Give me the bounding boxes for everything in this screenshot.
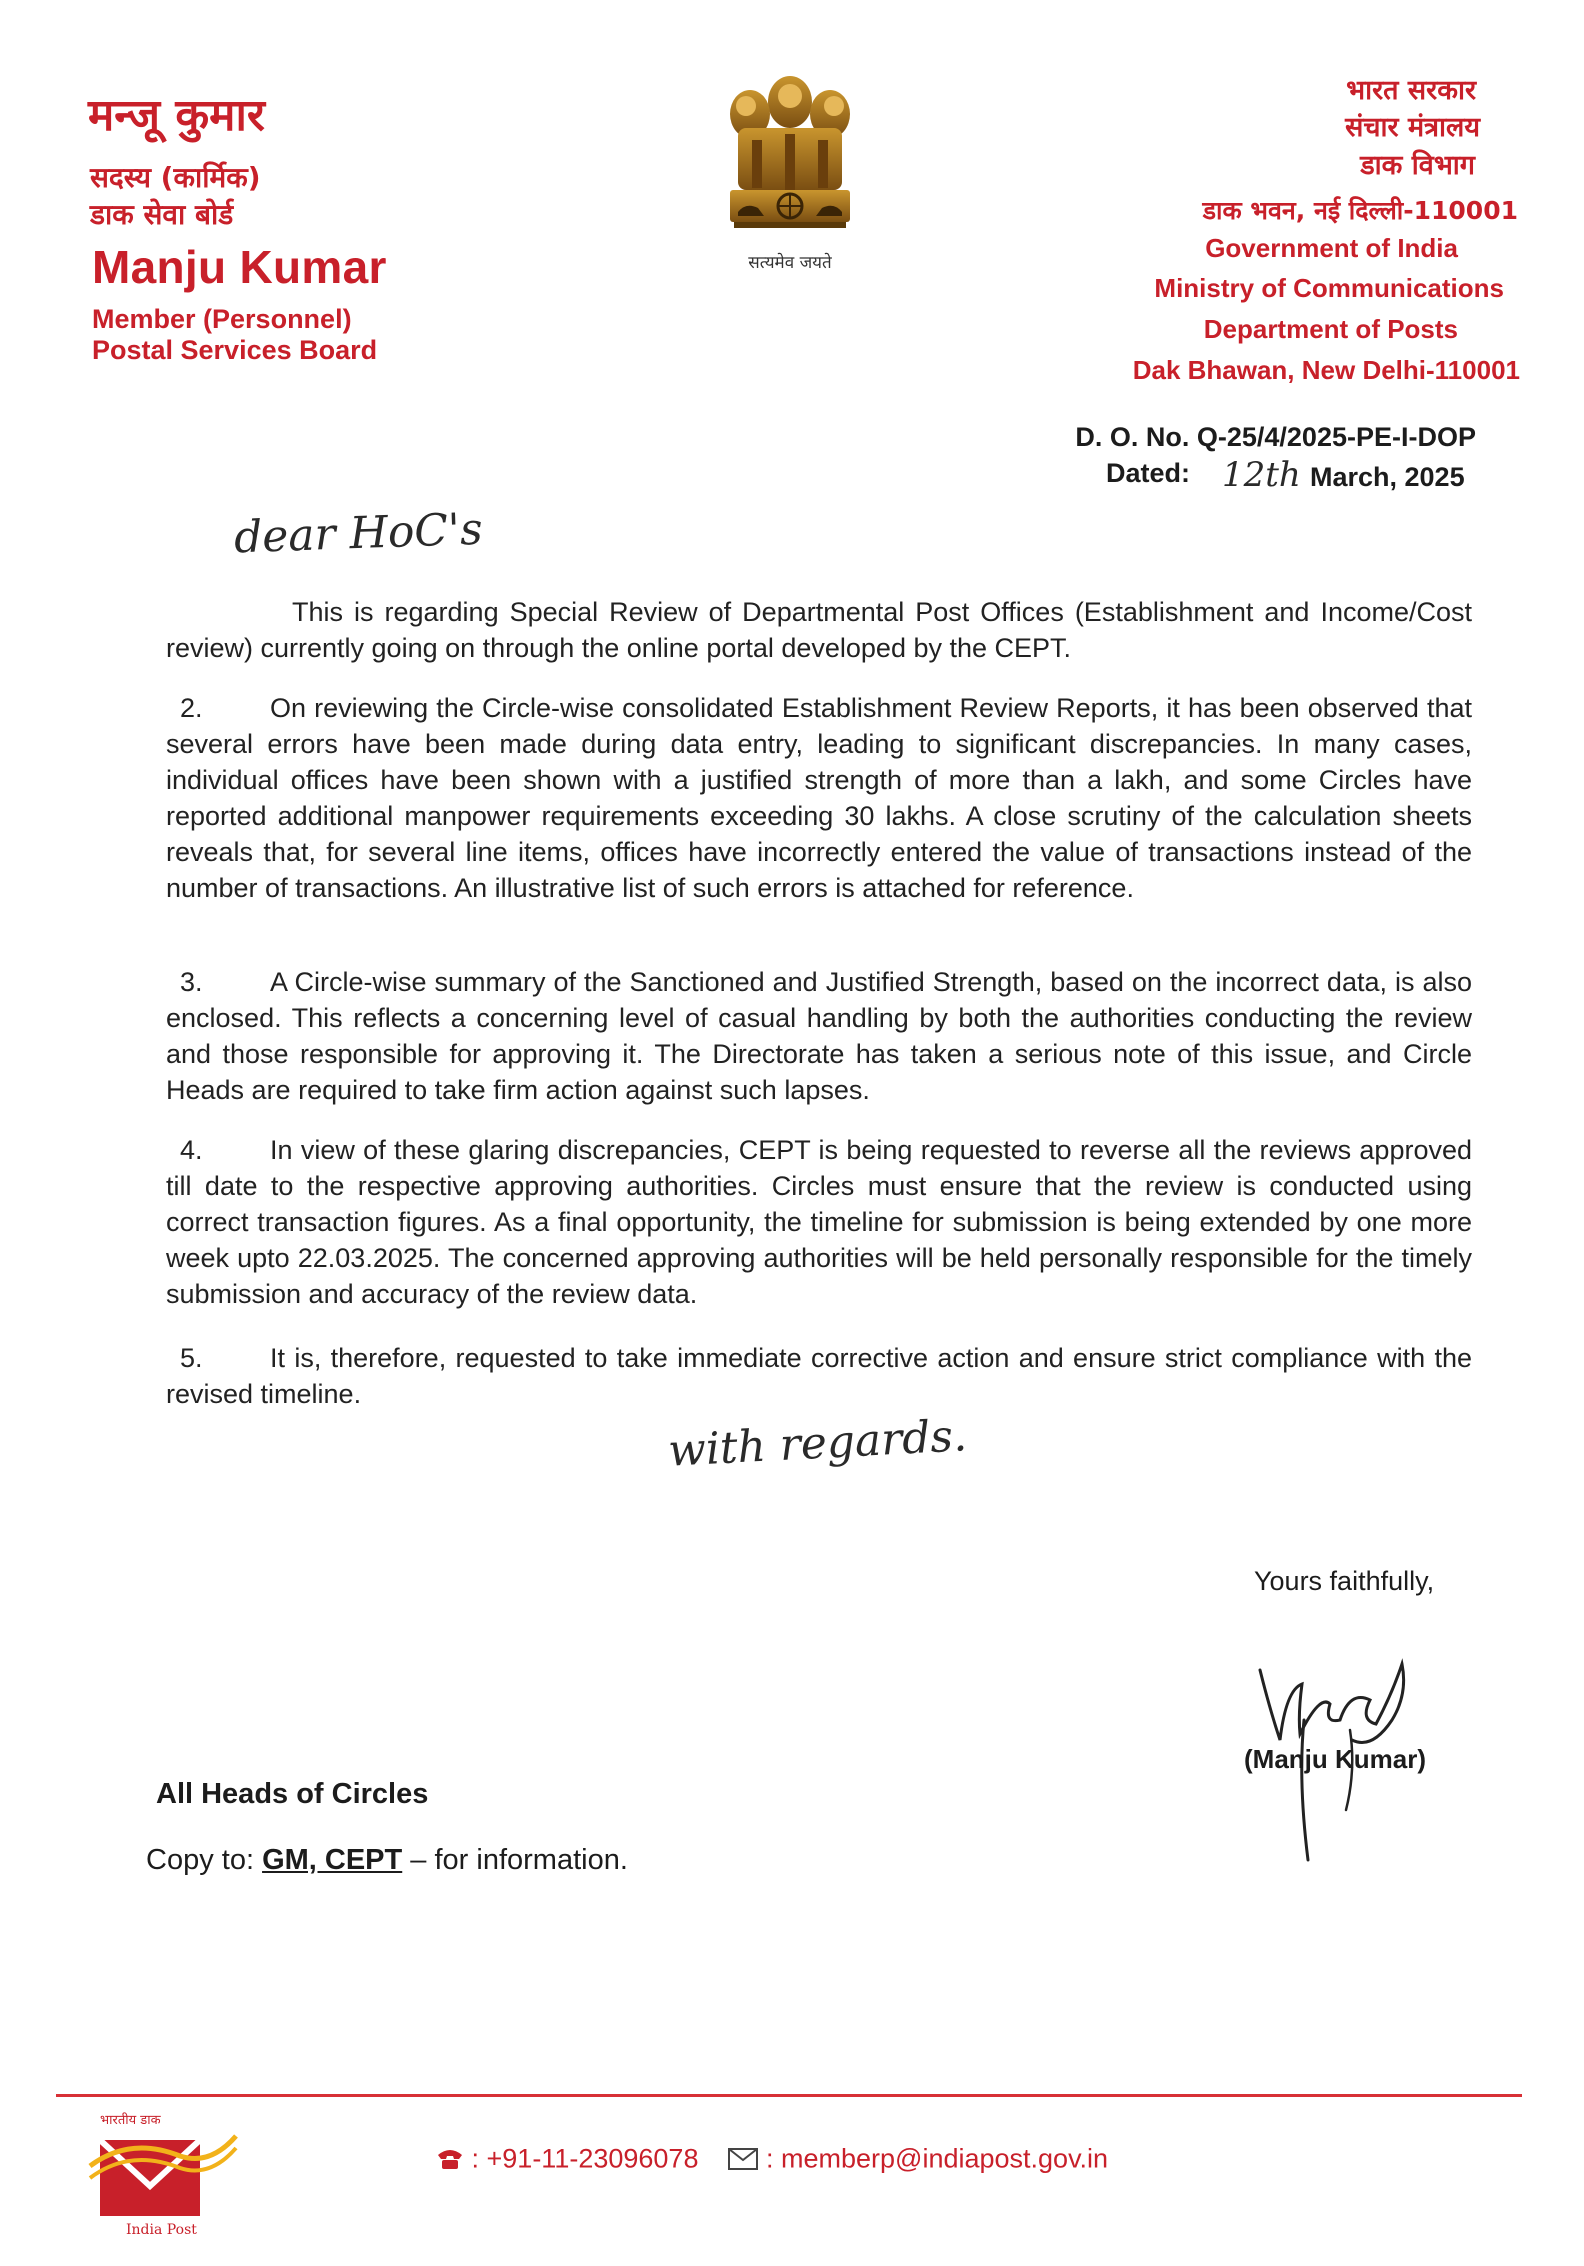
handwritten-regards: with regards. [666, 1410, 969, 1477]
national-emblem-icon [720, 62, 860, 252]
handwritten-salutation: dear HoC's [233, 503, 484, 564]
copy-label: Copy to: [146, 1844, 254, 1876]
sender-role-english: Member (Personnel) [92, 304, 352, 334]
paragraph-2 [166, 690, 1472, 906]
paragraph-number: 3. [180, 967, 203, 997]
do-number: D. O. No. Q-25/4/2025-PE-I-DOP [1075, 422, 1476, 452]
govt-english-line-1: Government of India [1205, 233, 1458, 263]
phone-icon [436, 2147, 464, 2171]
sender-board-english: Postal Services Board [92, 335, 378, 365]
copy-purpose: – for information. [402, 1844, 628, 1876]
sender-board-hindi: डाक सेवा बोर्ड [90, 198, 234, 231]
dated-month-year: March, 2025 [1310, 462, 1465, 492]
paragraph-3 [166, 964, 1472, 1108]
paragraph-text: On reviewing the Circle-wise consolidated Establishment Review Reports, it has been observed that several errors have been made during data entry, leading to significant discrepancies. In many cases, individual offices have been shown with a justified strength of more than a lakh, and some Circles have reported additional manpower requirements exceeding 30 lakhs. A close scrutiny of the calculation sheets reveals that, for several line items, offices have incorrectly entered the value of transactions instead of the number of transactions. An illustrative list of such errors is attached for reference. [166, 693, 1472, 903]
addressee: All Heads of Circles [156, 1778, 429, 1810]
govt-hindi-address: डाक भवन, नई दिल्ली-110001 [1202, 196, 1518, 225]
sender-role-hindi: सदस्य (कार्मिक) [90, 161, 261, 194]
paragraph-number: 4. [180, 1135, 203, 1165]
govt-hindi-line-1: भारत सरकार [1346, 75, 1476, 106]
paragraph-text: It is, therefore, requested to take immediate corrective action and ensure strict compliance with the revised timeline. [166, 1343, 1472, 1409]
signatory-name: (Manju Kumar) [1244, 1744, 1426, 1774]
govt-english-line-3: Department of Posts [1203, 314, 1458, 344]
footer-contact [436, 2142, 1108, 2174]
dated-label: Dated: [1106, 458, 1191, 488]
govt-english-address: Dak Bhawan, New Delhi-110001 [1132, 355, 1520, 385]
footer-phone: : +91-11-23096078 [471, 2143, 699, 2174]
mail-icon [728, 2148, 758, 2170]
dated-day-handwritten: 12th [1222, 455, 1301, 495]
paragraph-4 [166, 1132, 1472, 1312]
sender-name-hindi: मन्जू कुमार [88, 90, 265, 141]
emblem-motto: सत्यमेव जयते [748, 253, 832, 273]
svg-text:भारतीय डाक: भारतीय डाक [100, 2113, 161, 2128]
paragraph-5 [166, 1340, 1472, 1412]
footer-email[interactable]: : memberp@indiapost.gov.in [766, 2143, 1109, 2174]
sender-name-english: Manju Kumar [92, 241, 387, 293]
govt-hindi-line-3: डाक विभाग [1360, 150, 1475, 181]
paragraph-text: In view of these glaring discrepancies, CEPT is being requested to reverse all the reviews approved till date to the respective approving authorities. Circles must ensure that the review is conducted using correct transaction figures. As a final opportunity, the timeline for submission is being extended by one more week upto 22.03.2025. The concerned approving authorities will be held personally responsible for the timely submission and accuracy of the review data. [166, 1135, 1472, 1309]
paragraph-text: A Circle-wise summary of the Sanctioned and Justified Strength, based on the incorrect data, is also enclosed. This reflects a concerning level of casual handling by both the authorities conducting the review and those responsible for approving it. The Directorate has taken a serious note of this issue, and Circle Heads are required to take firm action against such lapses. [166, 967, 1472, 1105]
footer-divider [56, 2094, 1522, 2097]
india-post-logo-icon [80, 2106, 250, 2256]
copy-to-line [146, 1844, 628, 1877]
paragraph-number: 2. [180, 693, 203, 723]
govt-english-line-2: Ministry of Communications [1154, 273, 1504, 303]
paragraph-number: 5. [180, 1343, 203, 1373]
svg-text:India Post: India Post [126, 2222, 197, 2238]
paragraph-1: This is regarding Special Review of Departmental Post Offices (Establishment and Income/Cost review) currently going on through the online portal developed by the CEPT. [166, 597, 1472, 663]
govt-hindi-line-2: संचार मंत्रालय [1345, 112, 1480, 143]
copy-target: GM, CEPT [262, 1844, 403, 1876]
closing-phrase: Yours faithfully, [1254, 1566, 1435, 1596]
